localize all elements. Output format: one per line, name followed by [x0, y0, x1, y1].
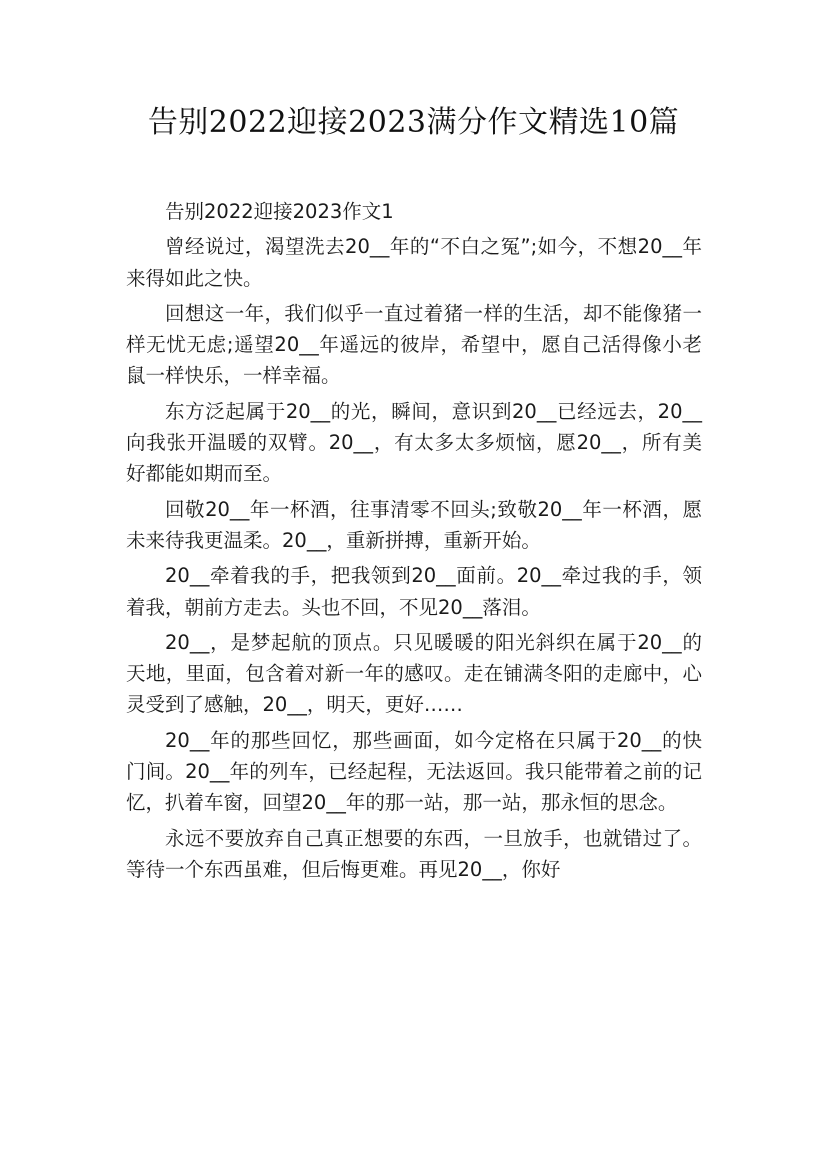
document-body: [126, 196, 702, 885]
paragraph-5: 20__牵着我的手，把我领到20__面前。20__牵过我的手，领着我，朝前方走去。头也不回，不见20__落泪。: [126, 564, 702, 619]
document-title: 告别2022迎接2023满分作文精选10篇: [147, 105, 680, 140]
paragraph-7: 20__年的那些回忆，那些画面，如今定格在只属于20__的快门间。20__年的列车，已经起程，无法返回。我只能带着之前的记忆，扒着车窗，回望20__年的那一站，那一站，那永恒的思念。: [126, 728, 702, 815]
paragraph-3: 东方泛起属于20__的光，瞬间，意识到20__已经远去，20__向我张开温暖的双臂。20__，有太多太多烦恼，愿20__，所有美好都能如期而至。: [126, 399, 702, 486]
paragraph-2: 回想这一年，我们似乎一直过着猪一样的生活，却不能像猪一样无忧无虑;遥望20__年遥远的彼岸，希望中，愿自己活得像小老鼠一样快乐，一样幸福。: [126, 301, 702, 388]
paragraph-6: 20__，是梦起航的顶点。只见暖暖的阳光斜织在属于20__的天地，里面，包含着对新一年的感叹。走在铺满冬阳的走廊中，心灵受到了感触，20__，明天，更好……: [126, 630, 702, 717]
essay-subtitle: 告别2022迎接2023作文1: [165, 200, 394, 223]
paragraph-4: 回敬20__年一杯酒，往事清零不回头;致敬20__年一杯酒，愿未来待我更温柔。20__，重新拼搏，重新开始。: [126, 497, 702, 552]
paragraph-8: 永远不要放弃自己真正想要的东西，一旦放手，也就错过了。等待一个东西虽难，但后悔更难。再见20__，你好: [126, 826, 702, 881]
paragraph-1: 曾经说过，渴望洗去20__年的“不白之冤”;如今，不想20__年来得如此之快。: [126, 235, 702, 290]
